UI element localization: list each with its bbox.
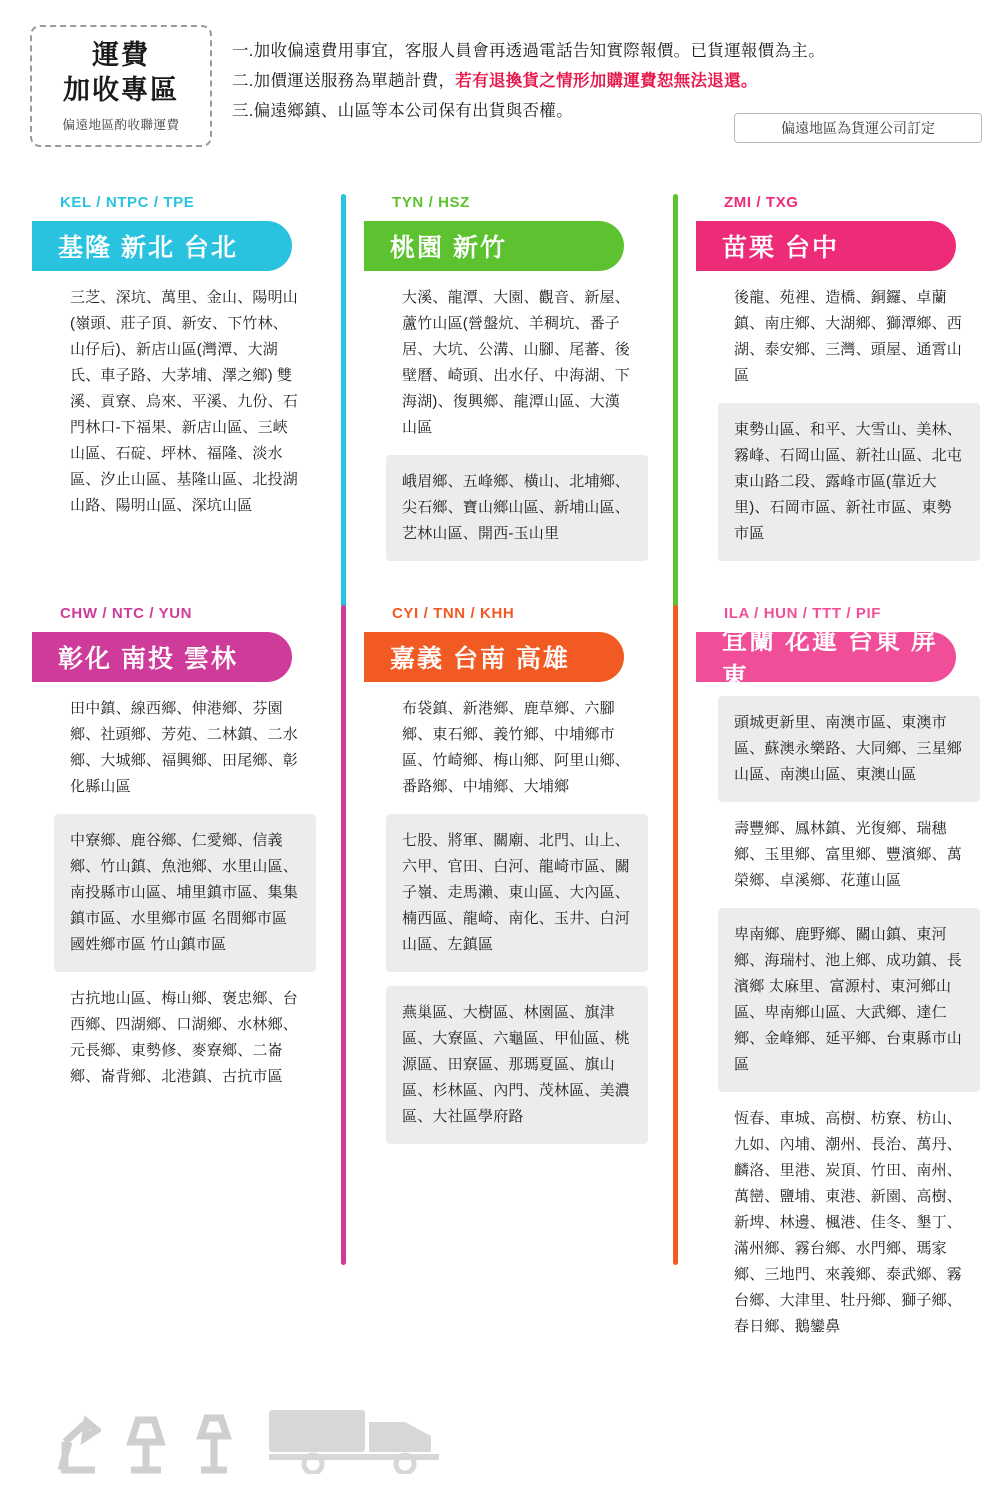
region-title: 苗栗 台中 <box>722 234 839 262</box>
region-area-block: 古抗地山區、梅山鄉、褒忠鄉、台西鄉、四湖鄉、口湖鄉、水林鄉、元長鄉、東勢修、麥寮鄉、二崙鄉、崙背鄉、北港鎮、古抗市區 <box>70 990 299 1085</box>
region-title-ribbon <box>364 221 624 271</box>
shipping-fee-badge <box>30 25 212 147</box>
region-card <box>364 178 664 575</box>
region-title-ribbon <box>696 221 956 271</box>
region-title: 桃園 新竹 <box>390 234 507 262</box>
region-title: 宜蘭 花蓮 台東 屏東 <box>722 627 938 691</box>
region-area-block: 田中鎮、線西鄉、伸港鄉、芬園鄉、社頭鄉、芳苑、二林鎮、二水鄉、大城鄉、福興鄉、田尾鄉、彰化縣山區 <box>70 700 299 795</box>
desk-lamp-icon <box>55 1412 101 1474</box>
region-area-block: 東勢山區、和平、大雪山、美林、霧峰、石岡山區、新社山區、北屯東山路二段、露峰市區(靠近大里)、石岡市區、新社市區、東勢市區 <box>718 403 980 561</box>
badge-line-1: 運費 <box>92 40 150 71</box>
region-block-list <box>386 285 648 561</box>
truck-icon <box>265 1402 455 1474</box>
region-code: TYN / HSZ <box>392 194 470 211</box>
regions-row-2 <box>0 589 1000 1354</box>
note-2-text: 二.加價運送服務為單趟計費， <box>232 72 456 90</box>
region-card <box>364 589 664 1354</box>
region-title-ribbon <box>696 627 956 691</box>
region-area-block: 三芝、深坑、萬里、金山、陽明山(嶺頭、莊子頂、新安、下竹林、山仔后)、新店山區(灣潭、大湖氏、車子路、大茅埔、澤之鄉) 雙溪、貢寮、烏來、平溪、九份、石門林口-下福果、新店山區、三峽山區、石碇、坪林、福隆、淡水區、汐止山區、基隆山區、北投湖山路、陽明山區、深坑山區 <box>70 289 299 514</box>
region-area-block: 壽豐鄉、鳳林鎮、光復鄉、瑞穗鄉、玉里鄉、富里鄉、豐濱鄉、萬榮鄉、卓溪鄉、花蓮山區 <box>734 820 963 889</box>
region-code: CYI / TNN / KHH <box>392 605 515 622</box>
floor-lamp-icon <box>191 1412 237 1474</box>
region-area-block: 頭城更新里、南澳市區、東澳市區、蘇澳永樂路、大同鄉、三星鄉山區、南澳山區、東澳山區 <box>718 696 980 802</box>
region-accent-bar <box>341 605 346 1265</box>
region-area-block: 燕巢區、大樹區、林園區、旗津區、大寮區、六龜區、甲仙區、桃源區、田寮區、那瑪夏區、旗山區、杉林區、內門、茂林區、美濃區、大社區學府路 <box>386 986 648 1144</box>
region-code: CHW / NTC / YUN <box>60 605 193 622</box>
footer <box>0 1392 1000 1482</box>
region-block-list <box>386 696 648 1144</box>
region-area-block: 恆春、車城、高樹、枋寮、枋山、九如、內埔、潮州、長治、萬丹、麟洛、里港、炭頂、竹田、南州、萬巒、鹽埔、東港、新園、高樹、新埤、林邊、楓港、佳冬、墾丁、滿州鄉、霧台鄉、水門鄉、瑪家鄉、三地門、來義鄉、泰武鄉、霧台鄉、大津里、牡丹鄉、獅子鄉、春日鄉、鵝鑾鼻 <box>734 1110 963 1335</box>
region-area-block: 中寮鄉、鹿谷鄉、仁愛鄉、信義鄉、竹山鎮、魚池鄉、水里山區、南投縣市山區、埔里鎮市區、集集鎮市區、水里鄉市區 名間鄉市區 國姓鄉市區 竹山鎮市區 <box>54 814 316 972</box>
region-title-ribbon <box>32 632 292 682</box>
footer-icons <box>55 1402 455 1474</box>
region-block-list <box>54 285 316 519</box>
region-block-list <box>718 285 980 561</box>
region-code: ILA / HUN / TTT / PIF <box>724 605 882 622</box>
table-lamp-icon <box>123 1412 169 1474</box>
region-card <box>32 178 332 575</box>
note-2 <box>232 66 982 96</box>
region-code: ZMI / TXG <box>724 194 799 211</box>
region-card <box>32 589 332 1354</box>
region-block-list <box>718 696 980 1340</box>
region-card <box>696 589 996 1354</box>
region-area-block: 峨眉鄉、五峰鄉、橫山、北埔鄉、尖石鄉、寶山鄉山區、新埔山區、艺林山區、開西-玉山里 <box>386 455 648 561</box>
region-area-block: 七股、將軍、關廟、北門、山上、六甲、官田、白河、龍崎市區、關子嶺、走馬瀨、東山區、大內區、楠西區、龍崎、南化、玉井、白河山區、左鎮區 <box>386 814 648 972</box>
region-title: 嘉義 台南 高雄 <box>390 645 570 673</box>
remote-area-note-box: 偏遠地區為貨運公司訂定 <box>734 113 982 143</box>
region-area-block: 布袋鎮、新港鄉、鹿草鄉、六腳鄉、東石鄉、義竹鄉、中埔鄉市區、竹崎鄉、梅山鄉、阿里山鄉、番路鄉、中埔鄉、大埔鄉 <box>402 700 631 795</box>
badge-line-2: 加收專區 <box>63 74 179 105</box>
badge-line-3: 偏遠地區酌收聯運費 <box>62 117 180 132</box>
note-3: 三.偏遠鄉鎮、山區等本公司保有出貨與否權。 <box>232 102 573 120</box>
region-title: 基隆 新北 台北 <box>58 234 238 262</box>
region-block-list <box>54 696 316 1090</box>
region-code: KEL / NTPC / TPE <box>60 194 195 211</box>
region-card <box>696 178 996 575</box>
region-title-ribbon <box>32 221 292 271</box>
region-area-block: 後龍、苑裡、造橋、銅鑼、卓蘭鎮、南庄鄉、大湖鄉、獅潭鄉、西湖、泰安鄉、三灣、頭屋、通霄山區 <box>734 289 963 384</box>
header <box>0 0 1000 170</box>
region-area-block: 卑南鄉、鹿野鄉、關山鎮、東河鄉、海瑞村、池上鄉、成功鎮、長濱鄉 太麻里、富源村、東河鄉山區、卑南鄉山區、大武鄉、達仁鄉、金峰鄉、延平鄉、台東縣市山區 <box>718 908 980 1092</box>
region-area-block: 大溪、龍潭、大園、觀音、新屋、蘆竹山區(營盤炕、羊稠坑、番子居、大坑、公溝、山腳、尾蕃、後壁曆、崎頭、出水仔、中海湖、下海湖)、復興鄉、龍潭山區、大漢山區 <box>402 289 631 436</box>
regions-grid <box>0 178 1000 1354</box>
note-1: 一.加收偏遠費用事宜，客服人員會再透過電話告知實際報價。已貨運報價為主。 <box>232 42 825 60</box>
region-title-ribbon <box>364 632 624 682</box>
region-accent-bar <box>673 605 678 1265</box>
regions-row-1 <box>0 178 1000 575</box>
region-title: 彰化 南投 雲林 <box>58 645 238 673</box>
note-2-highlight: 若有退換貨之情形加購運費恕無法退還。 <box>455 72 758 90</box>
